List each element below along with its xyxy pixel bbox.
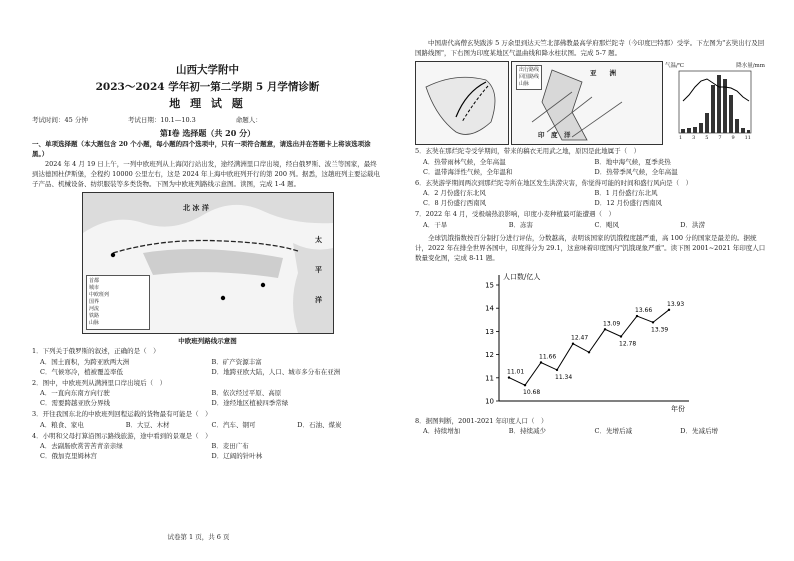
question-4-options: [32, 441, 383, 461]
data-point: [620, 335, 622, 337]
y-tick-label: 12: [485, 350, 494, 359]
y-tick-label: 15: [485, 281, 494, 289]
data-label: 12.78: [619, 340, 637, 348]
option[interactable]: C．先增后减: [594, 427, 632, 435]
right-page: [397, 0, 794, 561]
school-name: 山西大学附中: [176, 64, 239, 76]
pacific-ocean-shape: [293, 243, 333, 333]
question-5-options: [415, 157, 766, 177]
question-5: 5．玄奘在那烂陀寺受学期间，带来的稿衣无用武之地，原因是此地属于（ ）: [415, 147, 641, 155]
map-caption: 中欧班列路线示意图: [178, 337, 237, 345]
x-axis-label: 年份: [671, 404, 685, 413]
option[interactable]: C．俄加克里姆林宫: [40, 452, 97, 460]
y-axis-label: 人口数/亿人: [503, 272, 541, 281]
climate-drawing: [665, 61, 765, 143]
exam-meta: [32, 115, 383, 124]
climate-y-left: 气温/℃: [665, 63, 685, 69]
data-point: [604, 328, 606, 330]
option[interactable]: C．汽车、钢可: [211, 420, 256, 429]
legend-item: 国界: [89, 299, 100, 305]
question-2: 2．图中，中欧班列从满洲里口岸出境后（ ）: [32, 378, 167, 387]
y-tick-label: 11: [485, 373, 494, 382]
legend-item: 山脉: [519, 81, 530, 87]
legend-item: 铁路: [89, 313, 100, 319]
question-2-options: [32, 388, 383, 408]
option[interactable]: D．先减后增: [680, 427, 718, 435]
population-line: [509, 306, 669, 384]
exam-title: 2023～2024 学年初一第二学期 5 月学情诊断: [95, 81, 320, 93]
legend-item: 山脉: [89, 320, 100, 326]
option[interactable]: B．冻害: [508, 220, 534, 229]
section-heading: 第Ⅰ卷 选择题（共 20 分）: [159, 128, 256, 138]
data-point: [636, 314, 638, 316]
railway-route-map: [82, 192, 334, 334]
figure-row: [415, 61, 766, 145]
option[interactable]: A．国土面积，为跨亚欧两大洲: [40, 357, 130, 366]
option[interactable]: A．干旱: [423, 220, 448, 229]
option[interactable]: D．石油、煤炭: [297, 420, 342, 429]
exam-author: 命题人：: [235, 116, 262, 124]
option[interactable]: A．热带雨林气候，全年高温: [423, 157, 506, 166]
exam-date: 考试日期：10.1—10.3: [127, 116, 196, 124]
question-4: 4．小明和父母打算沿图示路线旅游，途中看到的景观是（ ）: [32, 431, 212, 440]
climate-chart: [665, 61, 765, 143]
city-dot: [221, 296, 225, 300]
question-6: 6．玄奘游学期间两次到那烂陀寺所在地区发生洪涝灾害，你觉得可能的时间和盛行风向是（ ）: [415, 178, 693, 187]
data-point: [572, 342, 574, 344]
option[interactable]: A．去副肠欧赏苦苦青亲亲绿: [40, 442, 123, 450]
question-3-options: [32, 420, 383, 430]
india-map: [511, 61, 663, 145]
option[interactable]: C．气候寒冷，植被覆盖率低: [40, 367, 123, 376]
map-legend: [86, 275, 150, 330]
label-arctic-ocean: 北 冰 洋: [183, 203, 209, 212]
option[interactable]: D．地跨亚欧大陆，人口、城市多分布在亚洲: [211, 367, 341, 376]
data-label: 11.34: [555, 373, 573, 381]
month-tick: 11: [744, 135, 751, 141]
option[interactable]: D．热带季风气候，全年高温: [594, 167, 678, 176]
data-point: [508, 376, 510, 378]
option[interactable]: B．持续减少: [508, 427, 547, 435]
city-dot: [111, 253, 115, 257]
month-tick: 5: [705, 135, 709, 141]
passage-1: 2024 年 4 月 19 日上午，一列中欧班列从上海闵行站出发，途经满洲里口岸出境，经白俄罗斯、波兰等国家，最终到达德国杜伊斯堡，全程约 10000 公里左右，这是 2024 年上海中欧班列开行的第 200 列。据悉，这趟班列主要运载电子产品、机械设备、纺织服装等多类货物。下图为中欧班列路线示意图。读图，完成 1-4 题。: [32, 160, 381, 188]
exam-time: 考试时间：45 分钟: [32, 116, 88, 124]
data-label: 13.09: [603, 319, 621, 327]
question-7: 7．2022 年 4 月，受极端热浪影响，印度小麦种植最可能遭遇（ ）: [415, 210, 616, 218]
legend-item: 中欧班列: [89, 292, 110, 298]
instructions: 一、单项选择题（本大题包含 20 个小题，每小题的四个选项中，只有一项符合题意，请选出并在答题卡上将该选项涂黑。）: [32, 140, 371, 158]
data-label: 11.01: [507, 368, 525, 376]
population-chart-svg: [475, 265, 695, 415]
option[interactable]: A．2 月份盛行东北风: [423, 189, 486, 197]
climate-months: [679, 135, 751, 141]
data-point: [540, 361, 542, 363]
legend-item: 出行路线: [519, 67, 540, 73]
question-1-options: [32, 357, 383, 377]
label-pacific-2: 平: [315, 265, 322, 274]
month-tick: 1: [679, 135, 683, 141]
city-dot: [261, 283, 265, 287]
option[interactable]: C．8 月份盛行西南风: [423, 199, 487, 207]
question-8-options: [415, 426, 766, 436]
option[interactable]: B．大豆、木材: [125, 420, 170, 429]
data-label: 13.39: [651, 325, 669, 333]
label-indian-ocean: 印 度 洋: [538, 131, 571, 139]
question-6-options: [415, 188, 766, 208]
option[interactable]: D．洪涝: [680, 220, 705, 229]
route-legend: [516, 65, 542, 90]
data-label: 10.68: [523, 388, 541, 396]
option[interactable]: B．麦田广布: [211, 442, 249, 450]
option[interactable]: A．一直向东南方向行驶: [40, 389, 110, 397]
climate-y-right: 降水量/mm: [736, 63, 765, 69]
data-label: 11.66: [539, 352, 557, 360]
option[interactable]: B．1 月份盛行东北风: [594, 189, 658, 197]
land-shape: [426, 77, 495, 134]
option[interactable]: D．辽阔的针叶林: [211, 452, 263, 460]
option[interactable]: D．途经地区植被四季常绿: [211, 399, 289, 407]
route-map-drawing: [416, 62, 508, 144]
option[interactable]: B．地中海气候，夏季炎热: [594, 157, 671, 166]
option[interactable]: B．矿产资源丰富: [211, 357, 262, 366]
data-point: [668, 308, 670, 310]
option[interactable]: D．12 月份盛行西南风: [594, 199, 663, 207]
label-pacific-1: 太: [315, 235, 322, 244]
legend-item: 回国路线: [519, 74, 540, 80]
russia-hatched-area: [143, 249, 283, 278]
page-footer: 试卷第 1 页，共 6 页: [167, 533, 230, 541]
option[interactable]: C．温带海洋性气候，全年温和: [423, 167, 513, 176]
option[interactable]: A．粮食、家电: [40, 420, 84, 429]
precip-bars: [681, 75, 750, 133]
data-label: 12.47: [571, 334, 589, 342]
legend-item: 河流: [89, 306, 100, 312]
question-1: 1．下列关于俄罗斯的叙述，正确的是（ ）: [32, 347, 160, 355]
option[interactable]: C．需要跨越亚欧分界线: [40, 399, 110, 407]
y-tick-label: 10: [485, 397, 494, 405]
option[interactable]: A．持续增加: [423, 427, 461, 435]
arctic-ocean-shape: [83, 193, 333, 233]
passage-2: 中国唐代高僧玄奘跋涉 5 万余里到达天竺北部佛教最高学府那烂陀寺（今印度巴特那）受学。下左图为"玄奘出行及回国路线图"，下右图为印度某地区气温曲线和降水柱状图。完成 5-7 题。: [415, 39, 765, 57]
data-point: [556, 368, 558, 370]
month-tick: 3: [692, 135, 696, 141]
route-map: [415, 61, 509, 145]
data-label: 13.93: [667, 300, 685, 308]
question-8: 8．据图判断，2001-2021 年印度人口（ ）: [415, 416, 548, 425]
data-point: [588, 351, 590, 353]
y-tick-label: 13: [485, 327, 494, 336]
temperature-curve: [683, 79, 749, 101]
subject-title: 地 理 试 题: [169, 97, 246, 110]
y-tick-label: 14: [485, 304, 494, 313]
data-point: [652, 321, 654, 323]
population-chart: [475, 265, 695, 415]
label-asia: 亚 洲: [590, 69, 616, 77]
question-7-options: [415, 220, 766, 230]
month-tick: 7: [718, 135, 722, 141]
month-tick: 9: [731, 135, 735, 141]
option[interactable]: B．依次经过平原、高原: [211, 389, 282, 397]
passage-3: 全球饥饿指数按百分制打分进行评估，分数越高，表明该国家的饥饿程度越严重，高 100 分的国家是最差的。据统计，2022 年在排全世界各国中，印度得分为 29.1，这意味着印度国内"饥饿现象严重"。读下图 2001~2021 年印度人口数量变化图，完成 8-11 题。: [415, 233, 766, 262]
data-point: [524, 384, 526, 386]
data-label: 13.66: [635, 306, 653, 314]
label-pacific-3: 洋: [315, 295, 322, 304]
question-3: 3．开往我国东北的中欧班列回程运载的货物最有可能是（ ）: [32, 410, 212, 418]
option[interactable]: C．飓风: [594, 220, 619, 229]
legend-item: 首都: [89, 278, 100, 284]
legend-item: 城市: [89, 285, 100, 291]
